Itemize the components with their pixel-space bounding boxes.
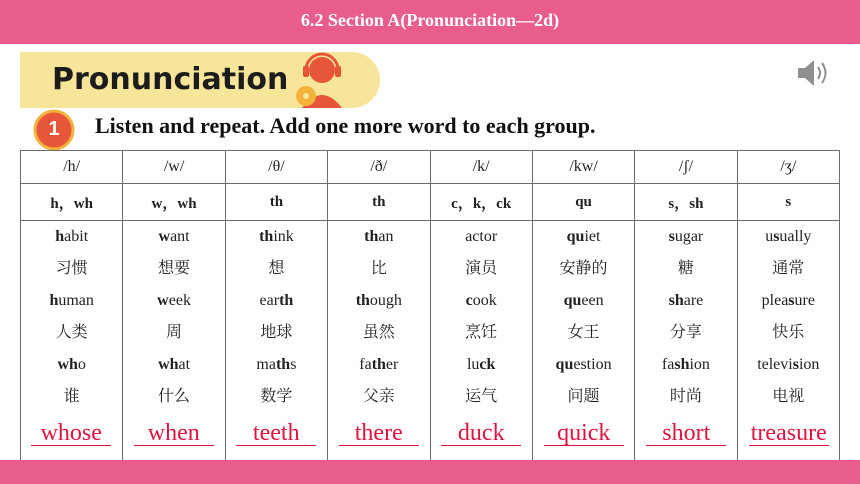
- answer-underline: [646, 445, 726, 446]
- letters-cell: s: [737, 184, 839, 221]
- example-word: question: [555, 356, 612, 373]
- answer-text: quick: [557, 420, 611, 446]
- answer-underline: [31, 445, 111, 446]
- task-number: 1: [48, 118, 60, 140]
- top-banner: [0, 0, 860, 44]
- example-word: maths: [256, 356, 297, 373]
- letters-cell: h，wh: [21, 184, 123, 221]
- example-word: week: [157, 292, 191, 309]
- answer-word: [329, 418, 429, 448]
- example-word: 烹饪: [465, 324, 498, 341]
- answer-underline: [544, 445, 624, 446]
- example-word: 想: [268, 260, 285, 277]
- example-word: 数学: [260, 388, 293, 405]
- example-word: father: [359, 356, 399, 373]
- example-word: actor: [465, 228, 498, 245]
- example-word: 想要: [158, 260, 191, 277]
- example-word: 比: [370, 260, 387, 277]
- example-word: habit: [55, 228, 89, 245]
- example-word: who: [57, 356, 86, 373]
- phoneme-cell: /ʒ/: [737, 151, 839, 184]
- answer-word: [636, 418, 736, 448]
- answer-underline: [749, 445, 829, 446]
- example-word: luck: [466, 356, 496, 373]
- task-instruction: Listen and repeat. Add one more word to each group.: [95, 113, 596, 138]
- example-word: earth: [259, 292, 294, 309]
- example-word: fashion: [661, 356, 710, 373]
- example-word: 时尚: [669, 388, 702, 405]
- answer-text: short: [662, 420, 711, 446]
- example-word: quiet: [566, 228, 601, 245]
- letters-cell: s，sh: [635, 184, 737, 221]
- answer-word: [534, 418, 634, 448]
- example-word: sugar: [668, 228, 704, 245]
- answer-text: teeth: [252, 420, 300, 446]
- example-word: though: [355, 292, 402, 309]
- example-word: share: [668, 292, 704, 309]
- phoneme-cell: /ð/: [328, 151, 430, 184]
- example-word: 人类: [55, 324, 88, 341]
- answer-underline: [339, 445, 419, 446]
- example-word: 谁: [63, 388, 80, 405]
- example-word: 糖: [677, 260, 694, 277]
- letters-row: [21, 184, 840, 221]
- example-word: 快乐: [772, 324, 805, 341]
- task-number-badge: [32, 108, 76, 152]
- example-word: 女王: [567, 324, 600, 341]
- example-word: 地球: [260, 324, 293, 341]
- answer-word: [431, 418, 531, 448]
- example-word: 分享: [669, 324, 702, 341]
- example-word: television: [757, 356, 820, 373]
- example-word: than: [364, 228, 394, 245]
- page-title: 6.2 Section A(Pronunciation—2d): [300, 10, 560, 30]
- example-word: human: [49, 292, 94, 309]
- answer-text: there: [354, 420, 403, 446]
- example-word: 周: [166, 324, 183, 341]
- answer-underline: [134, 445, 214, 446]
- phoneme-cell: /w/: [123, 151, 225, 184]
- example-word: pleasure: [761, 292, 815, 309]
- example-word: usually: [765, 228, 812, 245]
- phoneme-cell: /k/: [430, 151, 532, 184]
- phoneme-cell: /ʃ/: [635, 151, 737, 184]
- letters-cell: c，k，ck: [430, 184, 532, 221]
- example-word: 什么: [158, 388, 191, 405]
- example-word: want: [158, 228, 190, 245]
- section-label: Pronunciation: [52, 62, 289, 97]
- example-word: 电视: [772, 388, 805, 405]
- phoneme-row: [21, 151, 840, 184]
- example-word: 虽然: [362, 324, 395, 341]
- answer-underline: [441, 445, 521, 446]
- speaker-icon[interactable]: [795, 56, 831, 90]
- answer-word: [739, 418, 839, 448]
- example-word: 运气: [465, 388, 498, 405]
- answer-text: when: [147, 420, 200, 446]
- answer-word: [124, 418, 224, 448]
- example-word: 演员: [465, 260, 498, 277]
- answer-text: treasure: [750, 420, 827, 446]
- phoneme-cell: /kw/: [532, 151, 634, 184]
- example-word: 安静的: [559, 260, 608, 277]
- example-word: queen: [563, 292, 604, 309]
- answer-word: [226, 418, 326, 448]
- letters-cell: th: [328, 184, 430, 221]
- bottom-banner: [0, 460, 860, 484]
- example-word: what: [158, 356, 191, 373]
- example-word: 父亲: [362, 388, 395, 405]
- phoneme-cell: /h/: [21, 151, 123, 184]
- answer-text: whose: [40, 420, 102, 446]
- example-word: 问题: [567, 388, 600, 405]
- example-word: 习惯: [55, 260, 88, 277]
- answer-text: duck: [457, 420, 505, 446]
- example-word: cook: [465, 292, 497, 309]
- example-word: think: [259, 228, 294, 245]
- letters-cell: qu: [532, 184, 634, 221]
- letters-cell: w，wh: [123, 184, 225, 221]
- phoneme-cell: /θ/: [225, 151, 327, 184]
- answer-underline: [236, 445, 316, 446]
- headphones-person-icon: [292, 52, 350, 108]
- answer-word: [21, 418, 121, 448]
- letters-cell: th: [225, 184, 327, 221]
- example-word: 通常: [772, 260, 805, 277]
